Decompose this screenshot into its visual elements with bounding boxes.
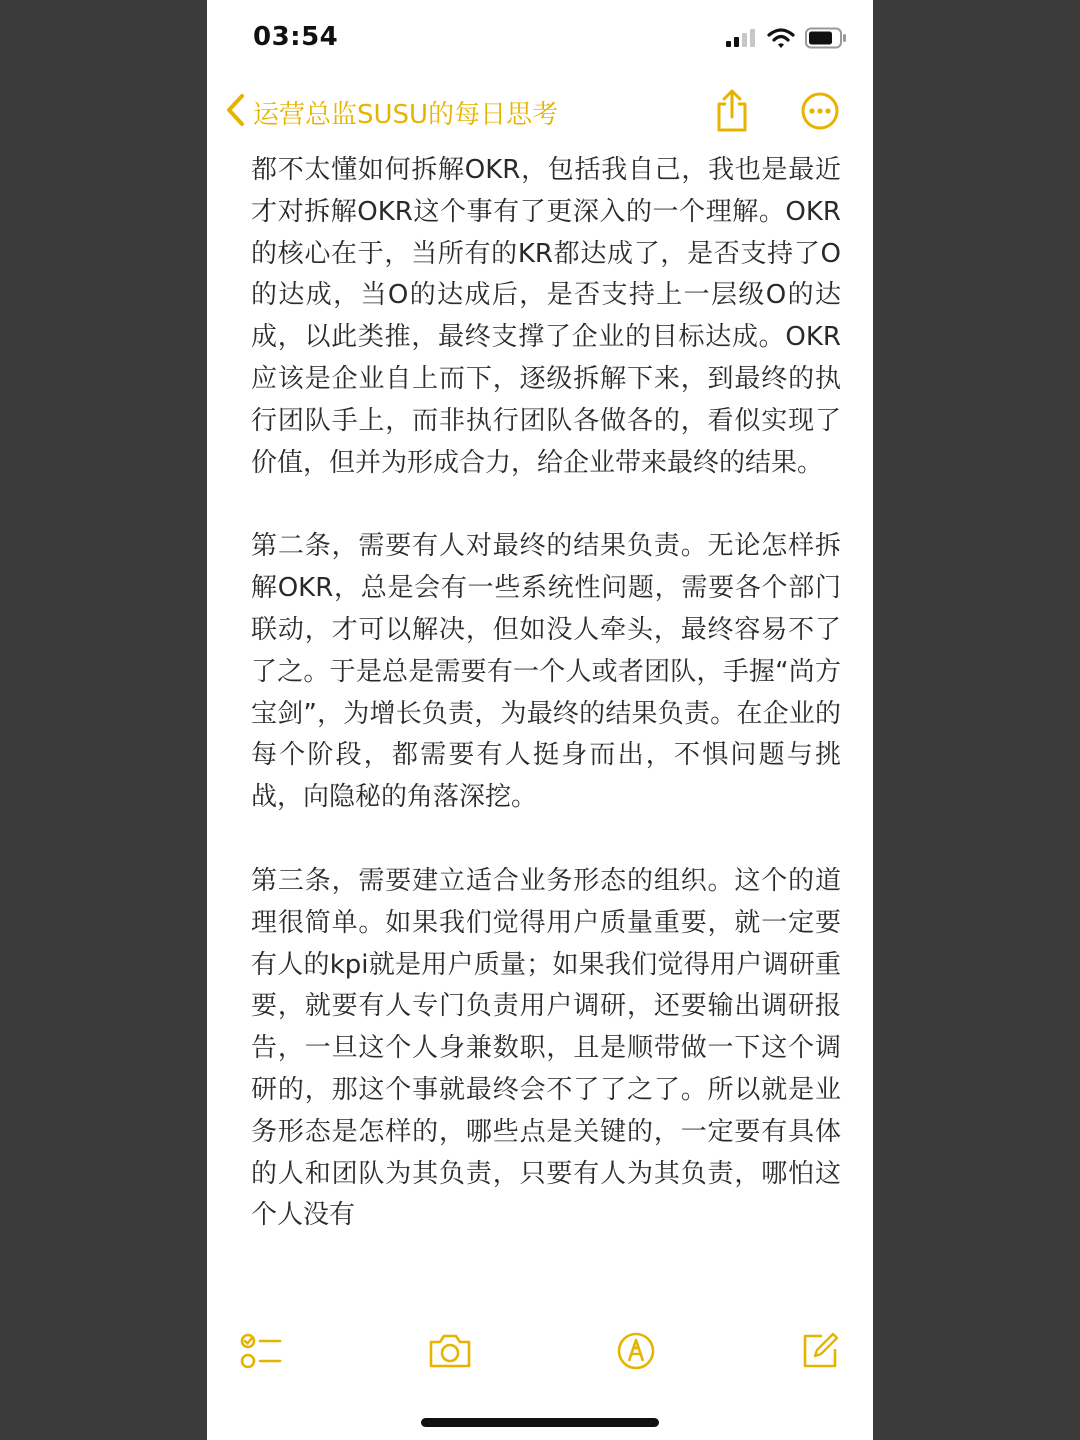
- checklist-button[interactable]: [237, 1328, 287, 1378]
- home-indicator[interactable]: [421, 1418, 659, 1427]
- compose-icon: [800, 1331, 840, 1375]
- nav-bar: [207, 80, 873, 146]
- camera-button[interactable]: [425, 1328, 475, 1378]
- notes-screen: [207, 0, 873, 1440]
- left-backdrop: [0, 0, 207, 1440]
- cellular-signal-icon: [725, 28, 757, 52]
- checklist-icon: [240, 1331, 284, 1375]
- camera-icon: [428, 1333, 472, 1373]
- share-icon: [714, 89, 750, 137]
- compose-button[interactable]: [795, 1328, 845, 1378]
- wifi-icon: [767, 27, 795, 53]
- note-paragraph: 第三条，需要建立适合业务形态的组织。这个的道理很简单。如果我们觉得用户质量重要，就一定要有人的kpi就是用户质量；如果我们觉得用户调研重要，就要有人专门负责用户调研，还要输出调研报告，一旦这个人身兼数职，且是顺带做一下这个调研的，那这个事就最终会不了了之了。所以就是业务形态是怎样的，哪些点是关键的，一定要有具体的人和团队为其负责，只要有人为其负责，哪怕这个人没有: [251, 865, 841, 1231]
- status-time: 03:54: [253, 22, 339, 52]
- back-button[interactable]: [225, 92, 558, 132]
- chevron-left-icon: [225, 93, 247, 131]
- back-label: 运营总监SUSU的每日思考: [253, 99, 559, 130]
- note-body[interactable]: [251, 150, 841, 1302]
- status-icons: [725, 26, 847, 54]
- bottom-toolbar: [207, 1318, 873, 1388]
- more-button[interactable]: [795, 88, 845, 138]
- markup-button[interactable]: [611, 1328, 661, 1378]
- note-paragraph: 第二条，需要有人对最终的结果负责。无论怎样拆解OKR，总是会有一些系统性问题，需要各个部门联动，才可以解决，但如没人牵头，最终容易不了了之。于是总是需要有一个人或者团队，手握“尚方宝剑”，为增长负责，为最终的结果负责。在企业的每个阶段，都需要有人挺身而出，不惧问题与挑战，向隐秘的角落深挖。: [251, 531, 841, 813]
- markup-icon: [616, 1331, 656, 1375]
- battery-icon: [805, 27, 847, 53]
- note-paragraph: 都不太懂如何拆解OKR，包括我自己，我也是最近才对拆解OKR这个事有了更深入的一个理解。OKR的核心在于，当所有的KR都达成了，是否支持了O的达成，当O的达成后，是否支持上一层级O的达成，以此类推，最终支撑了企业的目标达成。OKR应该是企业自上而下，逐级拆解下来，到最终的执行团队手上，而非执行团队各做各的，看似实现了价值，但并为形成合力，给企业带来最终的结果。: [251, 155, 841, 478]
- more-icon: [800, 91, 840, 135]
- status-bar: [207, 0, 873, 80]
- right-backdrop: [873, 0, 1080, 1440]
- share-button[interactable]: [707, 88, 757, 138]
